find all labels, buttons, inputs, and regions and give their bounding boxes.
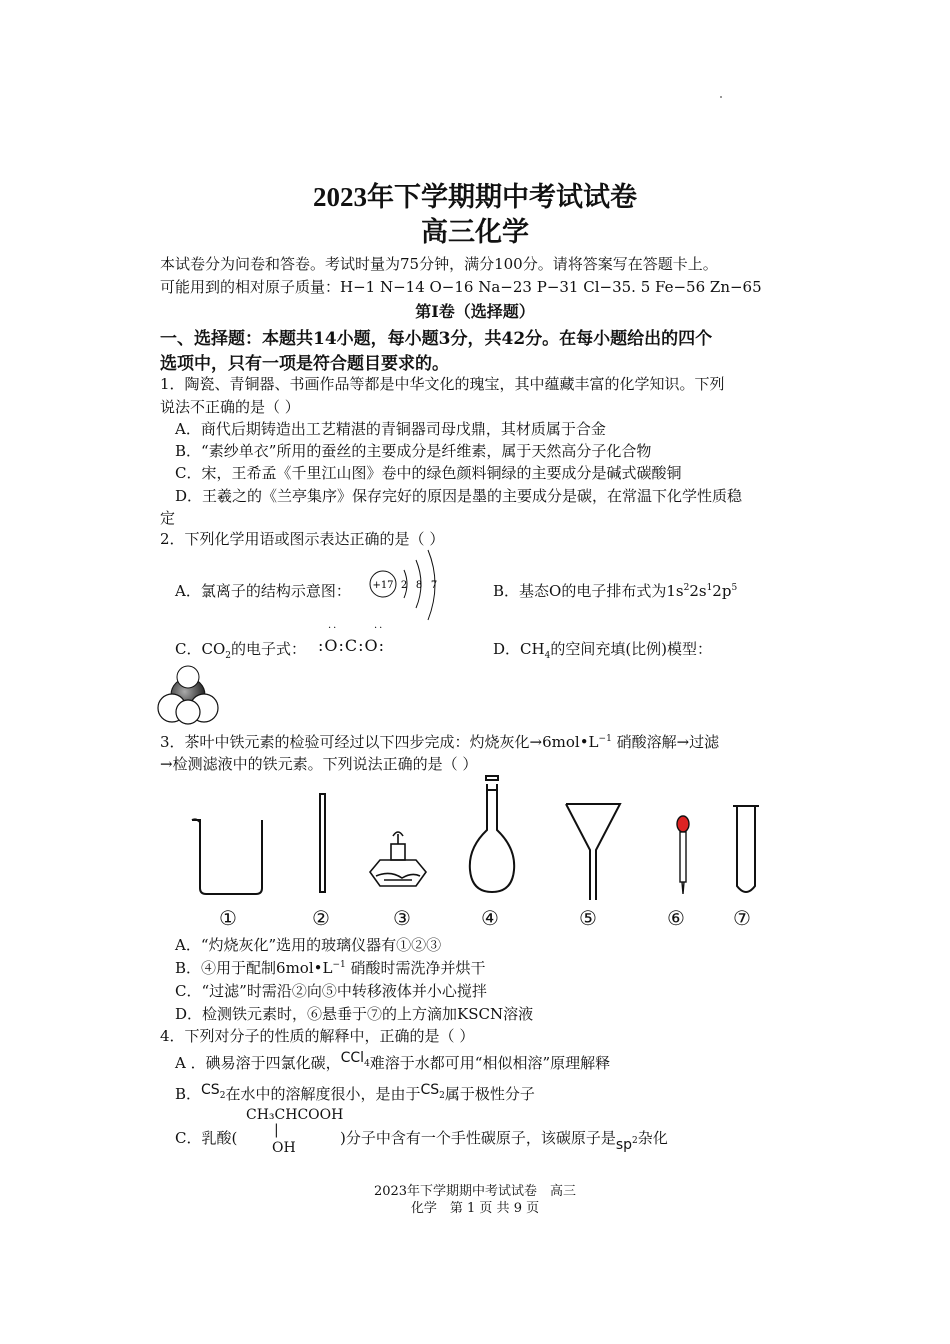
- apparatus-label-5: ⑤: [579, 906, 597, 930]
- q3-option-c: C．“过滤”时需沿②向⑤中转移液体并小心搅拌: [175, 982, 487, 1000]
- chloride-ion-diagram: [366, 544, 446, 624]
- q2-stem: 2．下列化学用语或图示表达正确的是（ ）: [160, 530, 445, 548]
- beaker-icon: [192, 819, 262, 894]
- q4-option-b: B．$CS_2$在水中的溶解度很小，是由于$CS_2$属于极性分子: [175, 1082, 535, 1103]
- part-heading: 第I卷（选择题）: [415, 302, 535, 321]
- shell-3-label: 7: [430, 580, 438, 591]
- lactic-acid-structure-bottom: OH: [272, 1140, 296, 1156]
- q1-option-c: C．宋，王希孟《千里江山图》卷中的绿色颜料铜绿的主要成分是碱式碳酸铜: [175, 464, 682, 482]
- footer-page-number: 化学 第 1 页 共 9 页: [410, 1201, 540, 1216]
- alcohol-lamp-icon: [370, 832, 426, 886]
- q3-stem-2: →检测滤液中的铁元素。下列说法正确的是（ ）: [160, 755, 478, 773]
- q4-option-a: A ．碘易溶于四氯化碳，CCl$_4$难溶于水都可用“相似相溶”原理解释: [175, 1050, 611, 1072]
- q2-option-c: C．$CO_2$的电子式：: [175, 640, 307, 661]
- q3-option-a: A．“灼烧灰化”选用的玻璃仪器有①②③: [175, 936, 442, 954]
- apparatus-label-2: ②: [312, 906, 330, 930]
- shell-1-label: 2: [400, 580, 408, 591]
- q2-option-b: B．基态O的电子排布式为$1s^22s^12p^5$: [493, 582, 738, 600]
- apparatus-label-3: ③: [393, 906, 411, 930]
- q4-option-c-prefix: C．乳酸(: [175, 1129, 238, 1147]
- q3-option-d: D．检测铁元素时，⑥悬垂于⑦的上方滴加KSCN溶液: [175, 1005, 534, 1023]
- q1-stem-2: 说法不正确的是（ ）: [160, 398, 300, 416]
- q3-option-b: B．④用于配制$6mol•L^{-1}$ 硝酸时需洗净并烘干: [175, 959, 486, 977]
- glass-rod-icon: [320, 794, 325, 892]
- co2-electron-formula: :O:C:O:: [318, 636, 386, 655]
- shell-2-label: 8: [415, 580, 423, 591]
- funnel-icon: [566, 804, 620, 900]
- q1-stem-1: 1．陶瓷、青铜器、书画作品等都是中华文化的瑰宝，其中蕴藏丰富的化学知识。下列: [160, 375, 725, 393]
- q2-option-d: D．$CH_4$的空间充填(比例)模型：: [493, 640, 713, 661]
- q4-stem: 4．下列对分子的性质的解释中，正确的是（ ）: [160, 1027, 475, 1045]
- q1-option-d-2: 定: [160, 509, 176, 527]
- lactic-acid-structure-bond: |: [274, 1122, 279, 1138]
- q1-option-a: A．商代后期铸造出工艺精湛的青铜器司母戊鼎，其材质属于合金: [175, 420, 606, 438]
- q1-option-b: B．“素纱单衣”所用的蚕丝的主要成分是纤维素，属于天然高分子化合物: [175, 442, 652, 460]
- methane-space-filling-model: [156, 664, 220, 728]
- apparatus-label-7: ⑦: [733, 906, 751, 930]
- scan-dot: [720, 96, 722, 98]
- exam-title: 2023年下学期期中考试试卷: [313, 182, 637, 212]
- q1-option-d-1: D．王羲之的《兰亭集序》保存完好的原因是墨的主要成分是碳，在常温下化学性质稳: [175, 487, 743, 505]
- intro-line-1: 本试卷分为问卷和答卷。考试时量为75分钟，满分100分。请将答案写在答题卡上。: [160, 255, 718, 273]
- lab-apparatus-figure: [180, 772, 780, 937]
- q3-stem-1: 3．茶叶中铁元素的检验可经过以下四步完成：灼烧灰化$\to 6mol•L^{-1}$ 硝酸溶解→过滤: [160, 733, 720, 751]
- lactic-acid-structure-top: CH₃CHCOOH: [246, 1107, 344, 1123]
- apparatus-label-4: ④: [481, 906, 499, 930]
- test-tube-icon: [733, 806, 759, 892]
- section-heading-1: 一、选择题：本题共14小题，每小题3分，共42分。在每小题给出的四个: [160, 329, 713, 349]
- dropper-icon: [677, 816, 689, 894]
- footer-line-1: 2023年下学期期中考试试卷 高三: [373, 1184, 577, 1199]
- intro-line-2: 可能用到的相对原子质量：H−1 N−14 O−16 Na−23 P−31 Cl−35. 5 Fe−56 Zn−65: [160, 278, 762, 296]
- section-heading-2: 选项中，只有一项是符合题目要求的。: [160, 354, 449, 374]
- nucleus-label: +17: [372, 580, 394, 591]
- q4-option-c-text: )分子中含有一个手性碳原子，该碳原子是$sp^2$杂化: [340, 1129, 668, 1153]
- volumetric-flask-icon: [470, 776, 514, 892]
- exam-subject: 高三化学: [421, 217, 529, 248]
- apparatus-label-6: ⑥: [667, 906, 685, 930]
- q2-option-a: A．氯离子的结构示意图：: [175, 582, 351, 600]
- apparatus-label-1: ①: [219, 906, 237, 930]
